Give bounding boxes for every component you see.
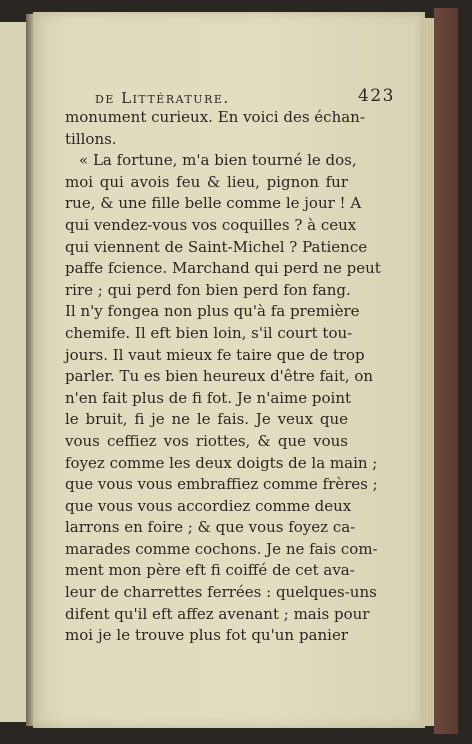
text-line: vous ceffiez vos riottes, & que vous <box>65 431 348 450</box>
text-line: que vous vous accordiez comme deux <box>65 496 352 515</box>
text-line: paffe fcience. Marchand qui perd ne peut <box>65 259 381 278</box>
text-line: foyez comme les deux doigts de la main ; <box>65 453 378 472</box>
body-text <box>65 107 381 647</box>
text-line: monument curieux. En voici des échan- <box>65 108 365 126</box>
text-line: moi je le trouve plus fot qu'un panier <box>65 626 348 645</box>
text-line: moi qui avois feu & lieu, pignon fur <box>65 172 348 191</box>
text-line: rue, & une fille belle comme le jour ! A <box>65 194 362 213</box>
running-head <box>95 86 395 109</box>
text-line: Il n'y fongea non plus qu'à fa première <box>65 302 360 321</box>
text-line: rire ; qui perd fon bien perd fon fang. <box>65 280 351 299</box>
text-line: n'en fait plus de fi fot. Je n'aime point <box>65 388 352 407</box>
text-line: tillons. <box>65 129 117 148</box>
text-line: chemife. Il eft bien loin, s'il court tou- <box>65 323 353 342</box>
running-title: de Littérature. <box>95 89 230 107</box>
page-number: 423 <box>358 86 395 106</box>
text-line: le bruit, fi je ne le fais. Je veux que <box>65 410 348 429</box>
text-line: leur de charrettes ferrées : quelques-uns <box>65 583 377 602</box>
text-line: parler. Tu es bien heureux d'être fait, on <box>65 367 374 386</box>
text-line: ment mon père eft fi coiffé de cet ava- <box>65 561 355 580</box>
text-line: que vous vous embraffiez comme frères ; <box>65 475 378 494</box>
text-line: marades comme cochons. Je ne fais com- <box>65 539 378 558</box>
text-line: difent qu'il eft affez avenant ; mais pour <box>65 604 370 623</box>
text-line: larrons en foire ; & que vous foyez ca- <box>65 518 356 537</box>
text-line: jours. Il vaut mieux fe taire que de trop <box>65 345 365 364</box>
text-line: qui viennent de Saint-Michel ? Patience <box>65 237 368 256</box>
text-line: qui vendez-vous vos coquilles ? à ceux <box>65 215 357 234</box>
facing-page-edge <box>0 22 29 722</box>
book-cover-edge <box>434 8 458 734</box>
text-line: « La fortune, m'a bien tourné le dos, <box>79 151 357 170</box>
